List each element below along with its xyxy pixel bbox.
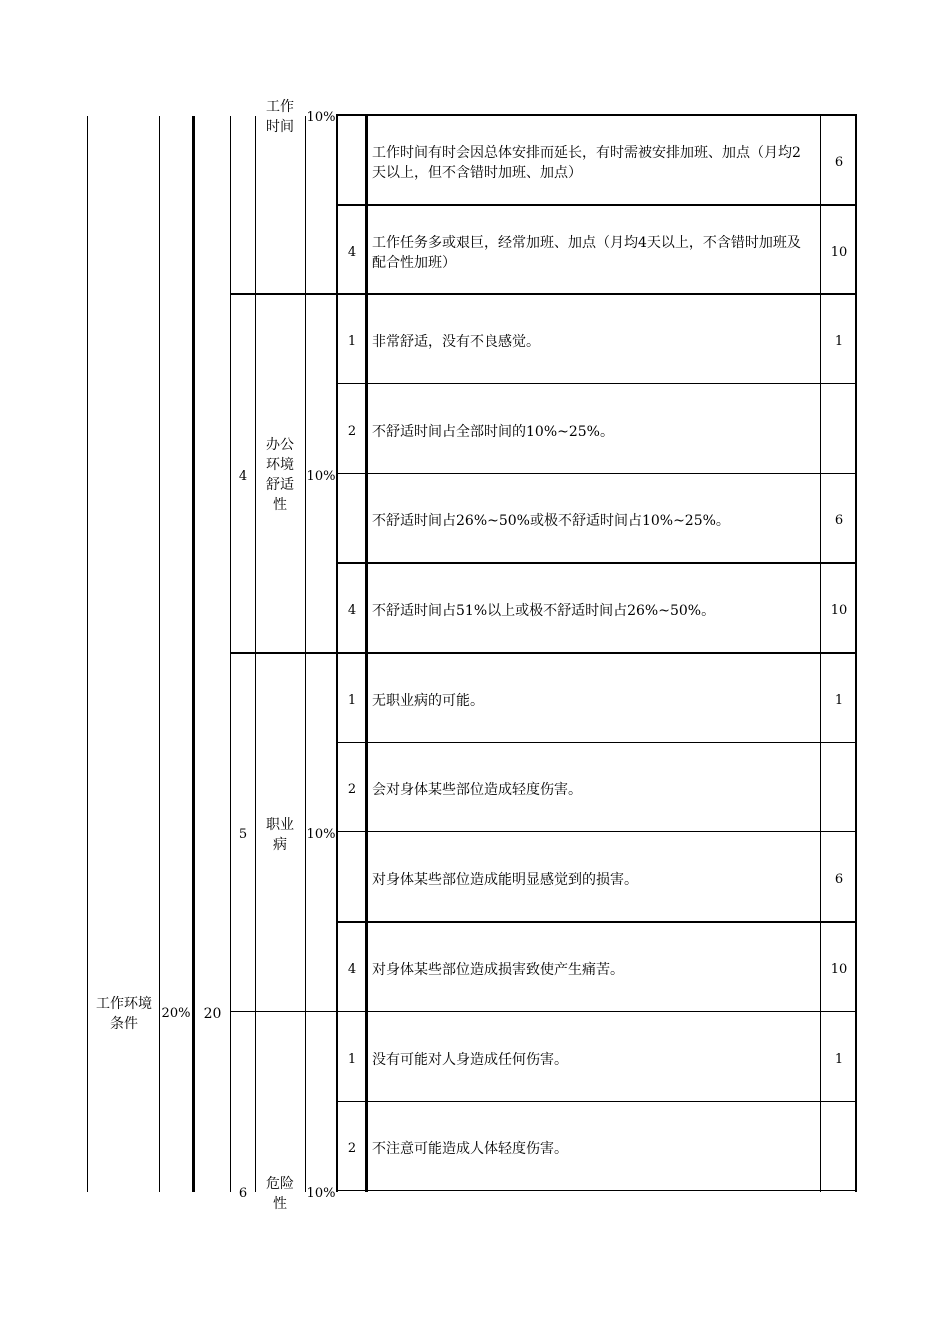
grid-line: [855, 116, 857, 1192]
grid-line: [365, 116, 368, 1192]
level-score: 10: [830, 245, 848, 260]
level-description: 工作时间有时会因总体安排而延长，有时需被安排加班、加点（月均2天以上，但不含错时加班、加点）: [372, 145, 801, 181]
factor-name: 办公环境舒适性: [266, 437, 294, 513]
level-description: 非常舒适，没有不良感觉。: [372, 334, 540, 350]
grid-line: [255, 116, 256, 1192]
grid-line: [336, 116, 338, 1192]
grid-line: [336, 831, 857, 832]
grid-line: [336, 383, 857, 384]
grid-line: [230, 1011, 857, 1012]
level-score: 6: [834, 513, 844, 528]
grid-line: [336, 473, 857, 474]
factor-name: 工作时间: [266, 99, 294, 135]
level-number: 1: [347, 1052, 357, 1067]
grid-line: [192, 116, 195, 1192]
level-score: 6: [834, 155, 844, 170]
factor-name: 危险性: [266, 1176, 294, 1212]
level-number: 2: [347, 782, 357, 797]
level-description: 无职业病的可能。: [372, 693, 484, 709]
factor-number: 6: [238, 1186, 248, 1201]
grid-line: [336, 1190, 857, 1191]
level-description: 对身体某些部位造成损害致使产生痛苦。: [372, 962, 624, 978]
level-score: 1: [834, 693, 844, 708]
grid-line: [336, 204, 857, 206]
grid-line: [336, 562, 857, 564]
level-description: 不舒适时间占全部时间的10%~25%。: [372, 424, 614, 440]
level-score: 10: [830, 603, 848, 618]
level-number: 4: [347, 603, 357, 618]
grid-line: [230, 293, 857, 295]
level-description: 工作任务多或艰巨，经常加班、加点（月均4天以上，不含错时加班及配合性加班）: [372, 235, 801, 271]
level-number: 4: [347, 962, 357, 977]
grid-line: [305, 116, 306, 1192]
level-number: 1: [347, 693, 357, 708]
grid-line: [820, 116, 821, 1192]
grid-line: [336, 114, 857, 116]
level-description: 对身体某些部位造成能明显感觉到的损害。: [372, 872, 638, 888]
category-label: 工作环境条件: [96, 996, 152, 1032]
level-number: 2: [347, 424, 357, 439]
level-description: 没有可能对人身造成任何伤害。: [372, 1052, 568, 1068]
level-description: 不注意可能造成人体轻度伤害。: [372, 1141, 568, 1157]
level-number: 1: [347, 334, 357, 349]
level-score: 6: [834, 872, 844, 887]
factor-weight: 10%: [306, 110, 336, 125]
category-weight: 20%: [161, 1006, 191, 1021]
level-score: 1: [834, 1052, 844, 1067]
level-description: 不舒适时间占51%以上或极不舒适时间占26%~50%。: [372, 603, 716, 619]
factor-weight: 10%: [306, 827, 336, 842]
level-description: 会对身体某些部位造成轻度伤害。: [372, 782, 582, 798]
grid-line: [230, 116, 231, 1192]
grid-line: [230, 652, 857, 654]
factor-number: 4: [238, 469, 248, 484]
factor-name: 职业病: [266, 817, 294, 853]
grid-line: [87, 116, 88, 1192]
grid-line: [336, 1101, 857, 1102]
level-score: 10: [830, 962, 848, 977]
category-points: 20: [203, 1006, 222, 1022]
factor-weight: 10%: [306, 1186, 336, 1201]
level-number: 4: [347, 245, 357, 260]
level-score: 1: [834, 334, 844, 349]
grid-line: [336, 921, 857, 923]
grid-line: [159, 116, 160, 1192]
level-number: 2: [347, 1141, 357, 1156]
factor-number: 5: [238, 827, 248, 842]
level-description: 不舒适时间占26%~50%或极不舒适时间占10%~25%。: [372, 513, 730, 529]
factor-weight: 10%: [306, 469, 336, 484]
grid-line: [336, 742, 857, 743]
